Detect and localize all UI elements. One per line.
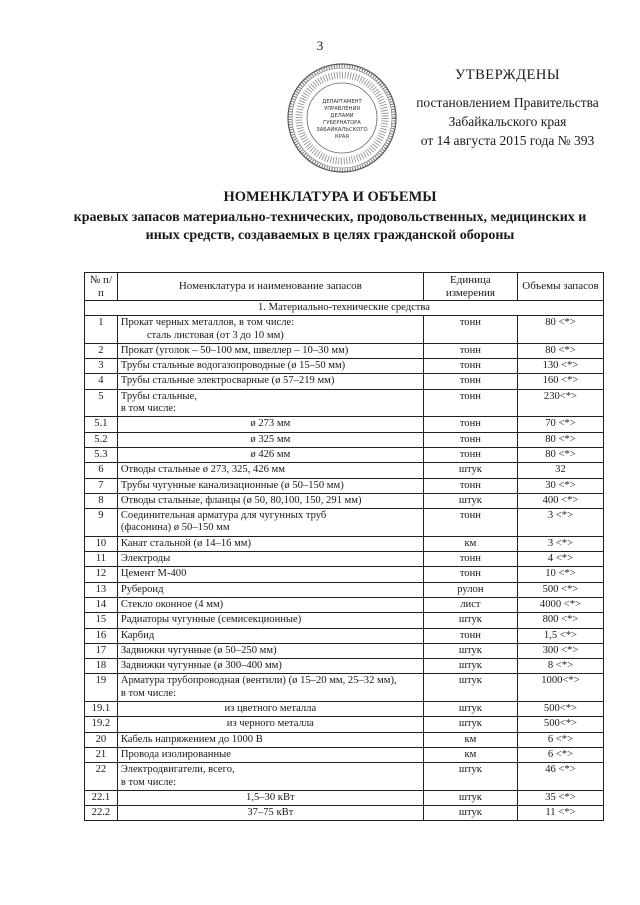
table-row (85, 702, 604, 717)
row-number: 6 (85, 463, 118, 478)
row-number: 5.1 (85, 417, 118, 432)
row-name-line: Провода изолированные (120, 748, 231, 760)
table-row (85, 389, 604, 417)
row-name-line: Стекло оконное (4 мм) (120, 598, 224, 610)
title-main: НОМЕНКЛАТУРА И ОБЪЕМЫ (223, 189, 437, 205)
row-volume: 6 <*> (517, 747, 603, 762)
approval-line-3: от 14 августа 2015 года № 393 (420, 133, 595, 148)
row-name (117, 597, 423, 612)
row-name-line: Соединительная арматура для чугунных труб (120, 510, 327, 522)
row-name-line-2: в том числе: (120, 403, 177, 415)
row-number: 5 (85, 389, 118, 417)
row-name (117, 717, 423, 732)
table-row (85, 417, 604, 432)
row-unit: штук (423, 643, 517, 658)
section-title: 1. Материально-технические средства (85, 301, 604, 316)
row-unit: тонн (423, 389, 517, 417)
row-name (117, 536, 423, 551)
row-volume: 4 <*> (517, 552, 603, 567)
row-number: 14 (85, 597, 118, 612)
table-row (85, 597, 604, 612)
row-name-line: Трубы чугунные канализационные (ø 50–150 мм) (120, 479, 344, 491)
row-name-line: 37–75 кВт (247, 807, 294, 819)
row-volume: 70 <*> (517, 417, 603, 432)
row-number: 12 (85, 567, 118, 582)
table-row (85, 567, 604, 582)
table-row (85, 478, 604, 493)
row-name (117, 389, 423, 417)
row-unit: тонн (423, 316, 517, 344)
row-volume: 160 <*> (517, 374, 603, 389)
row-volume: 11 <*> (517, 806, 603, 821)
row-number: 9 (85, 509, 118, 537)
table-row (85, 447, 604, 462)
table-row (85, 717, 604, 732)
row-unit: штук (423, 463, 517, 478)
row-name-line: Отводы стальные ø 273, 325, 426 мм (120, 464, 285, 476)
row-number: 21 (85, 747, 118, 762)
row-name-line: Трубы стальные, (120, 390, 197, 402)
row-name-line: Отводы стальные, фланцы (ø 50, 80,100, 150, 291 мм) (120, 494, 362, 506)
table-header-row (85, 273, 604, 301)
row-name (117, 659, 423, 674)
row-name (117, 747, 423, 762)
row-unit: тонн (423, 343, 517, 358)
row-number: 22.1 (85, 790, 118, 805)
row-volume: 8 <*> (517, 659, 603, 674)
row-volume: 1,5 <*> (517, 628, 603, 643)
row-unit: тонн (423, 567, 517, 582)
row-name-line: Кабель напряжением до 1000 В (120, 733, 263, 745)
row-name-line: из черного металла (226, 718, 314, 730)
row-number: 1 (85, 316, 118, 344)
header-unit: Единица измерения (423, 273, 517, 301)
row-name-line: Цемент М-400 (120, 568, 187, 580)
header-volume: Объемы запасов (517, 273, 603, 301)
row-name (117, 582, 423, 597)
official-seal-stamp (286, 62, 398, 174)
row-name (117, 567, 423, 582)
row-name (117, 359, 423, 374)
row-number: 19.2 (85, 717, 118, 732)
header-num: № п/п (85, 273, 118, 301)
table-row (85, 432, 604, 447)
row-volume: 46 <*> (517, 763, 603, 791)
row-volume: 32 (517, 463, 603, 478)
row-name (117, 478, 423, 493)
row-name-line: ø 325 мм (250, 433, 291, 445)
page-number: 3 (316, 38, 324, 53)
row-name (117, 343, 423, 358)
row-unit: тонн (423, 628, 517, 643)
row-name-line: Электроды (120, 553, 171, 565)
row-name (117, 463, 423, 478)
row-volume: 6 <*> (517, 732, 603, 747)
table-row (85, 806, 604, 821)
row-name-line: Электродвигатели, всего, (120, 764, 235, 776)
row-name-line: из цветного металла (224, 703, 317, 715)
row-name (117, 732, 423, 747)
row-number: 10 (85, 536, 118, 551)
table-row (85, 659, 604, 674)
row-unit: рулон (423, 582, 517, 597)
row-name-line: Задвижки чугунные (ø 300–400 мм) (120, 660, 282, 672)
row-volume: 80 <*> (517, 432, 603, 447)
row-name (117, 417, 423, 432)
row-number: 7 (85, 478, 118, 493)
row-unit: км (423, 536, 517, 551)
row-volume: 35 <*> (517, 790, 603, 805)
row-unit: штук (423, 702, 517, 717)
row-volume: 3 <*> (517, 536, 603, 551)
row-volume: 500<*> (517, 717, 603, 732)
table-row (85, 628, 604, 643)
table-row (85, 732, 604, 747)
section-row (85, 301, 604, 316)
row-volume: 130 <*> (517, 359, 603, 374)
header-name: Номенклатура и наименование запасов (117, 273, 423, 301)
row-number: 4 (85, 374, 118, 389)
row-name-line: ø 273 мм (250, 418, 291, 430)
row-name (117, 702, 423, 717)
row-number: 5.3 (85, 447, 118, 462)
row-name-line: Арматура трубопроводная (вентили) (ø 15–20 мм, 25–32 мм), (120, 675, 397, 687)
stamp-line-4: ГУБЕРНАТОРА (323, 120, 361, 126)
row-number: 17 (85, 643, 118, 658)
row-number: 20 (85, 732, 118, 747)
table-row (85, 359, 604, 374)
row-number: 8 (85, 493, 118, 508)
row-number: 16 (85, 628, 118, 643)
table-row (85, 509, 604, 537)
row-volume: 800 <*> (517, 613, 603, 628)
row-name-line-2: в том числе: (120, 687, 177, 699)
row-number: 13 (85, 582, 118, 597)
stamp-line-2: УПРАВЛЕНИЯ (324, 106, 360, 112)
row-name (117, 552, 423, 567)
row-unit: км (423, 747, 517, 762)
table-row (85, 763, 604, 791)
row-name-line: Задвижки чугунные (ø 50–250 мм) (120, 644, 277, 656)
row-unit: тонн (423, 509, 517, 537)
table-row (85, 747, 604, 762)
row-name-line: Рубероид (120, 583, 164, 595)
row-number: 19 (85, 674, 118, 702)
row-unit: штук (423, 763, 517, 791)
row-unit: штук (423, 806, 517, 821)
stamp-line-6: КРАЯ (335, 134, 349, 140)
row-name-line: Канат стальной (ø 14–16 мм) (120, 537, 252, 549)
row-name-line: 1,5–30 кВт (246, 791, 295, 803)
table-row (85, 643, 604, 658)
row-volume: 4000 <*> (517, 597, 603, 612)
table-row (85, 552, 604, 567)
row-name (117, 806, 423, 821)
row-name (117, 447, 423, 462)
row-unit: лист (423, 597, 517, 612)
row-volume: 400 <*> (517, 493, 603, 508)
row-number: 15 (85, 613, 118, 628)
row-number: 22.2 (85, 806, 118, 821)
row-name (117, 316, 423, 344)
row-name-line-2: (фасонина) ø 50–150 мм (120, 522, 230, 534)
row-unit: тонн (423, 432, 517, 447)
row-name-line: Трубы стальные водогазопроводные (ø 15–50 мм) (120, 360, 346, 372)
table-row (85, 493, 604, 508)
table-row (85, 463, 604, 478)
approval-heading: УТВЕРЖДЕНЫ (454, 67, 561, 83)
row-name (117, 790, 423, 805)
row-name (117, 613, 423, 628)
row-unit: тонн (423, 417, 517, 432)
row-volume: 300 <*> (517, 643, 603, 658)
row-name-line: Радиаторы чугунные (семисекционные) (120, 614, 302, 626)
title-subtitle: краевых запасов материально-технических, продовольственных, медицинских и иных средств, создаваемых в целях гражданской обороны (73, 210, 587, 243)
row-name (117, 432, 423, 447)
row-unit: штук (423, 659, 517, 674)
table-row (85, 316, 604, 344)
row-name-line: Карбид (120, 629, 155, 641)
row-unit: штук (423, 717, 517, 732)
row-volume: 230<*> (517, 389, 603, 417)
row-name (117, 628, 423, 643)
row-name-line: Прокат черных металлов, в том числе: (120, 317, 295, 329)
row-unit: штук (423, 674, 517, 702)
table-row (85, 536, 604, 551)
row-name-line-2: сталь листовая (от 3 до 10 мм) (146, 329, 284, 341)
row-volume: 10 <*> (517, 567, 603, 582)
row-unit: тонн (423, 374, 517, 389)
row-number: 2 (85, 343, 118, 358)
row-unit: штук (423, 790, 517, 805)
row-unit: тонн (423, 447, 517, 462)
approval-line-1: постановлением Правительства (416, 95, 599, 110)
row-name (117, 763, 423, 791)
row-unit: тонн (423, 552, 517, 567)
row-volume: 1000<*> (517, 674, 603, 702)
table-row (85, 674, 604, 702)
row-name-line: Прокат (уголок – 50–100 мм, швеллер – 10–30 мм) (120, 344, 349, 356)
row-name-line: ø 426 мм (250, 448, 291, 460)
table-row (85, 343, 604, 358)
stamp-line-3: ДЕЛАМИ (330, 113, 354, 119)
row-name (117, 509, 423, 537)
row-name-line: Трубы стальные электросварные (ø 57–219 мм) (120, 375, 335, 387)
row-unit: км (423, 732, 517, 747)
document-title (70, 188, 590, 245)
row-name (117, 374, 423, 389)
nomenclature-table (84, 272, 604, 821)
row-number: 18 (85, 659, 118, 674)
row-number: 3 (85, 359, 118, 374)
approval-line-2: Забайкальского края (448, 114, 567, 129)
row-number: 5.2 (85, 432, 118, 447)
table-row (85, 374, 604, 389)
table-row (85, 790, 604, 805)
table-row (85, 582, 604, 597)
row-number: 11 (85, 552, 118, 567)
row-number: 22 (85, 763, 118, 791)
row-unit: тонн (423, 359, 517, 374)
row-unit: штук (423, 613, 517, 628)
approval-block (405, 66, 610, 150)
row-name (117, 674, 423, 702)
table-row (85, 613, 604, 628)
row-name (117, 493, 423, 508)
row-volume: 80 <*> (517, 447, 603, 462)
row-volume: 3 <*> (517, 509, 603, 537)
row-volume: 30 <*> (517, 478, 603, 493)
row-unit: штук (423, 493, 517, 508)
stamp-line-1: ДЕПАРТАМЕНТ (322, 99, 362, 105)
row-name-line-2: в том числе: (120, 776, 177, 788)
row-volume: 500 <*> (517, 582, 603, 597)
stamp-line-5: ЗАБАЙКАЛЬСКОГО (316, 127, 368, 133)
row-number: 19.1 (85, 702, 118, 717)
row-unit: тонн (423, 478, 517, 493)
row-name (117, 643, 423, 658)
row-volume: 80 <*> (517, 316, 603, 344)
row-volume: 80 <*> (517, 343, 603, 358)
row-volume: 500<*> (517, 702, 603, 717)
